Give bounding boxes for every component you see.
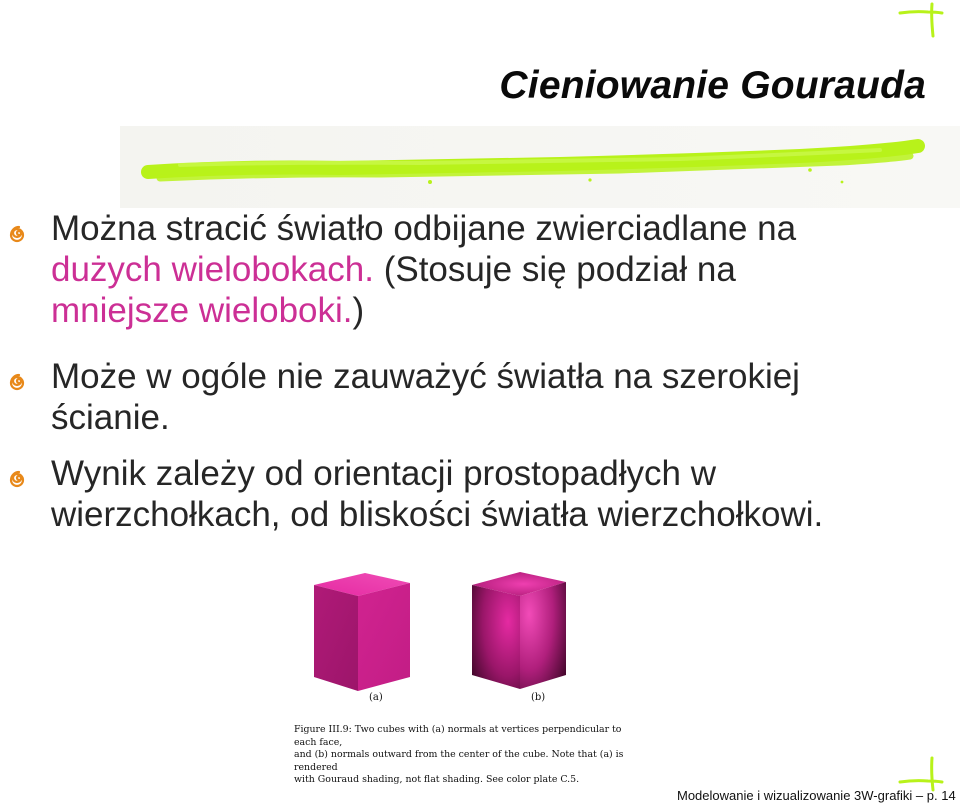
spiral-bullet-icon: [8, 469, 30, 491]
bullet-1: [8, 208, 868, 331]
caption-line: with Gouraud shading, not flat shading. See color plate C.5.: [294, 774, 580, 785]
caption-line: and (b) normals outward from the center of the cube. Note that (a) is rendered: [294, 749, 624, 773]
slide-title: Cieniowanie Gourauda: [499, 64, 926, 107]
slide-footer: Modelowanie i wizualizowanie 3W-grafiki – p. 14: [677, 788, 956, 803]
bullet-2-line-2: ścianie.: [51, 398, 170, 437]
cube-a: [314, 573, 410, 691]
bullet-3-line-2: wierzchołkach, od bliskości światła wierzchołkowi.: [51, 495, 824, 534]
bullet-2: [8, 356, 868, 438]
bullet-1-text-pink-2: mniejsze wieloboki.: [51, 291, 353, 330]
figure-label-b: (b): [531, 692, 546, 703]
bullet-1-text-after-pink: (Stosuje się podział na: [373, 250, 736, 289]
bullet-1-text-after-pink-2: ): [352, 291, 365, 330]
bullet-1-text-plain: Można stracić światło odbijane zwierciadlane na: [51, 209, 797, 248]
title-brush-underline: [120, 126, 960, 208]
spiral-bullet-icon: [8, 224, 30, 246]
figure-label-a: (a): [369, 692, 383, 703]
bullet-3: [8, 453, 868, 535]
corner-mark-bottom-right: [896, 756, 946, 792]
corner-mark-top-right: [896, 2, 946, 38]
figure-caption: [294, 724, 624, 787]
bullet-2-line-1: Może w ogóle nie zauważyć światła na szerokiej: [51, 357, 800, 396]
bullet-3-line-1: Wynik zależy od orientacji prostopadłych w: [51, 454, 716, 493]
caption-line: Figure III.9: Two cubes with (a) normals at vertices perpendicular to each face,: [294, 724, 622, 748]
bullet-1-text-pink: dużych wielobokach.: [51, 250, 374, 289]
cube-b: [472, 572, 566, 689]
spiral-bullet-icon: [8, 372, 30, 394]
